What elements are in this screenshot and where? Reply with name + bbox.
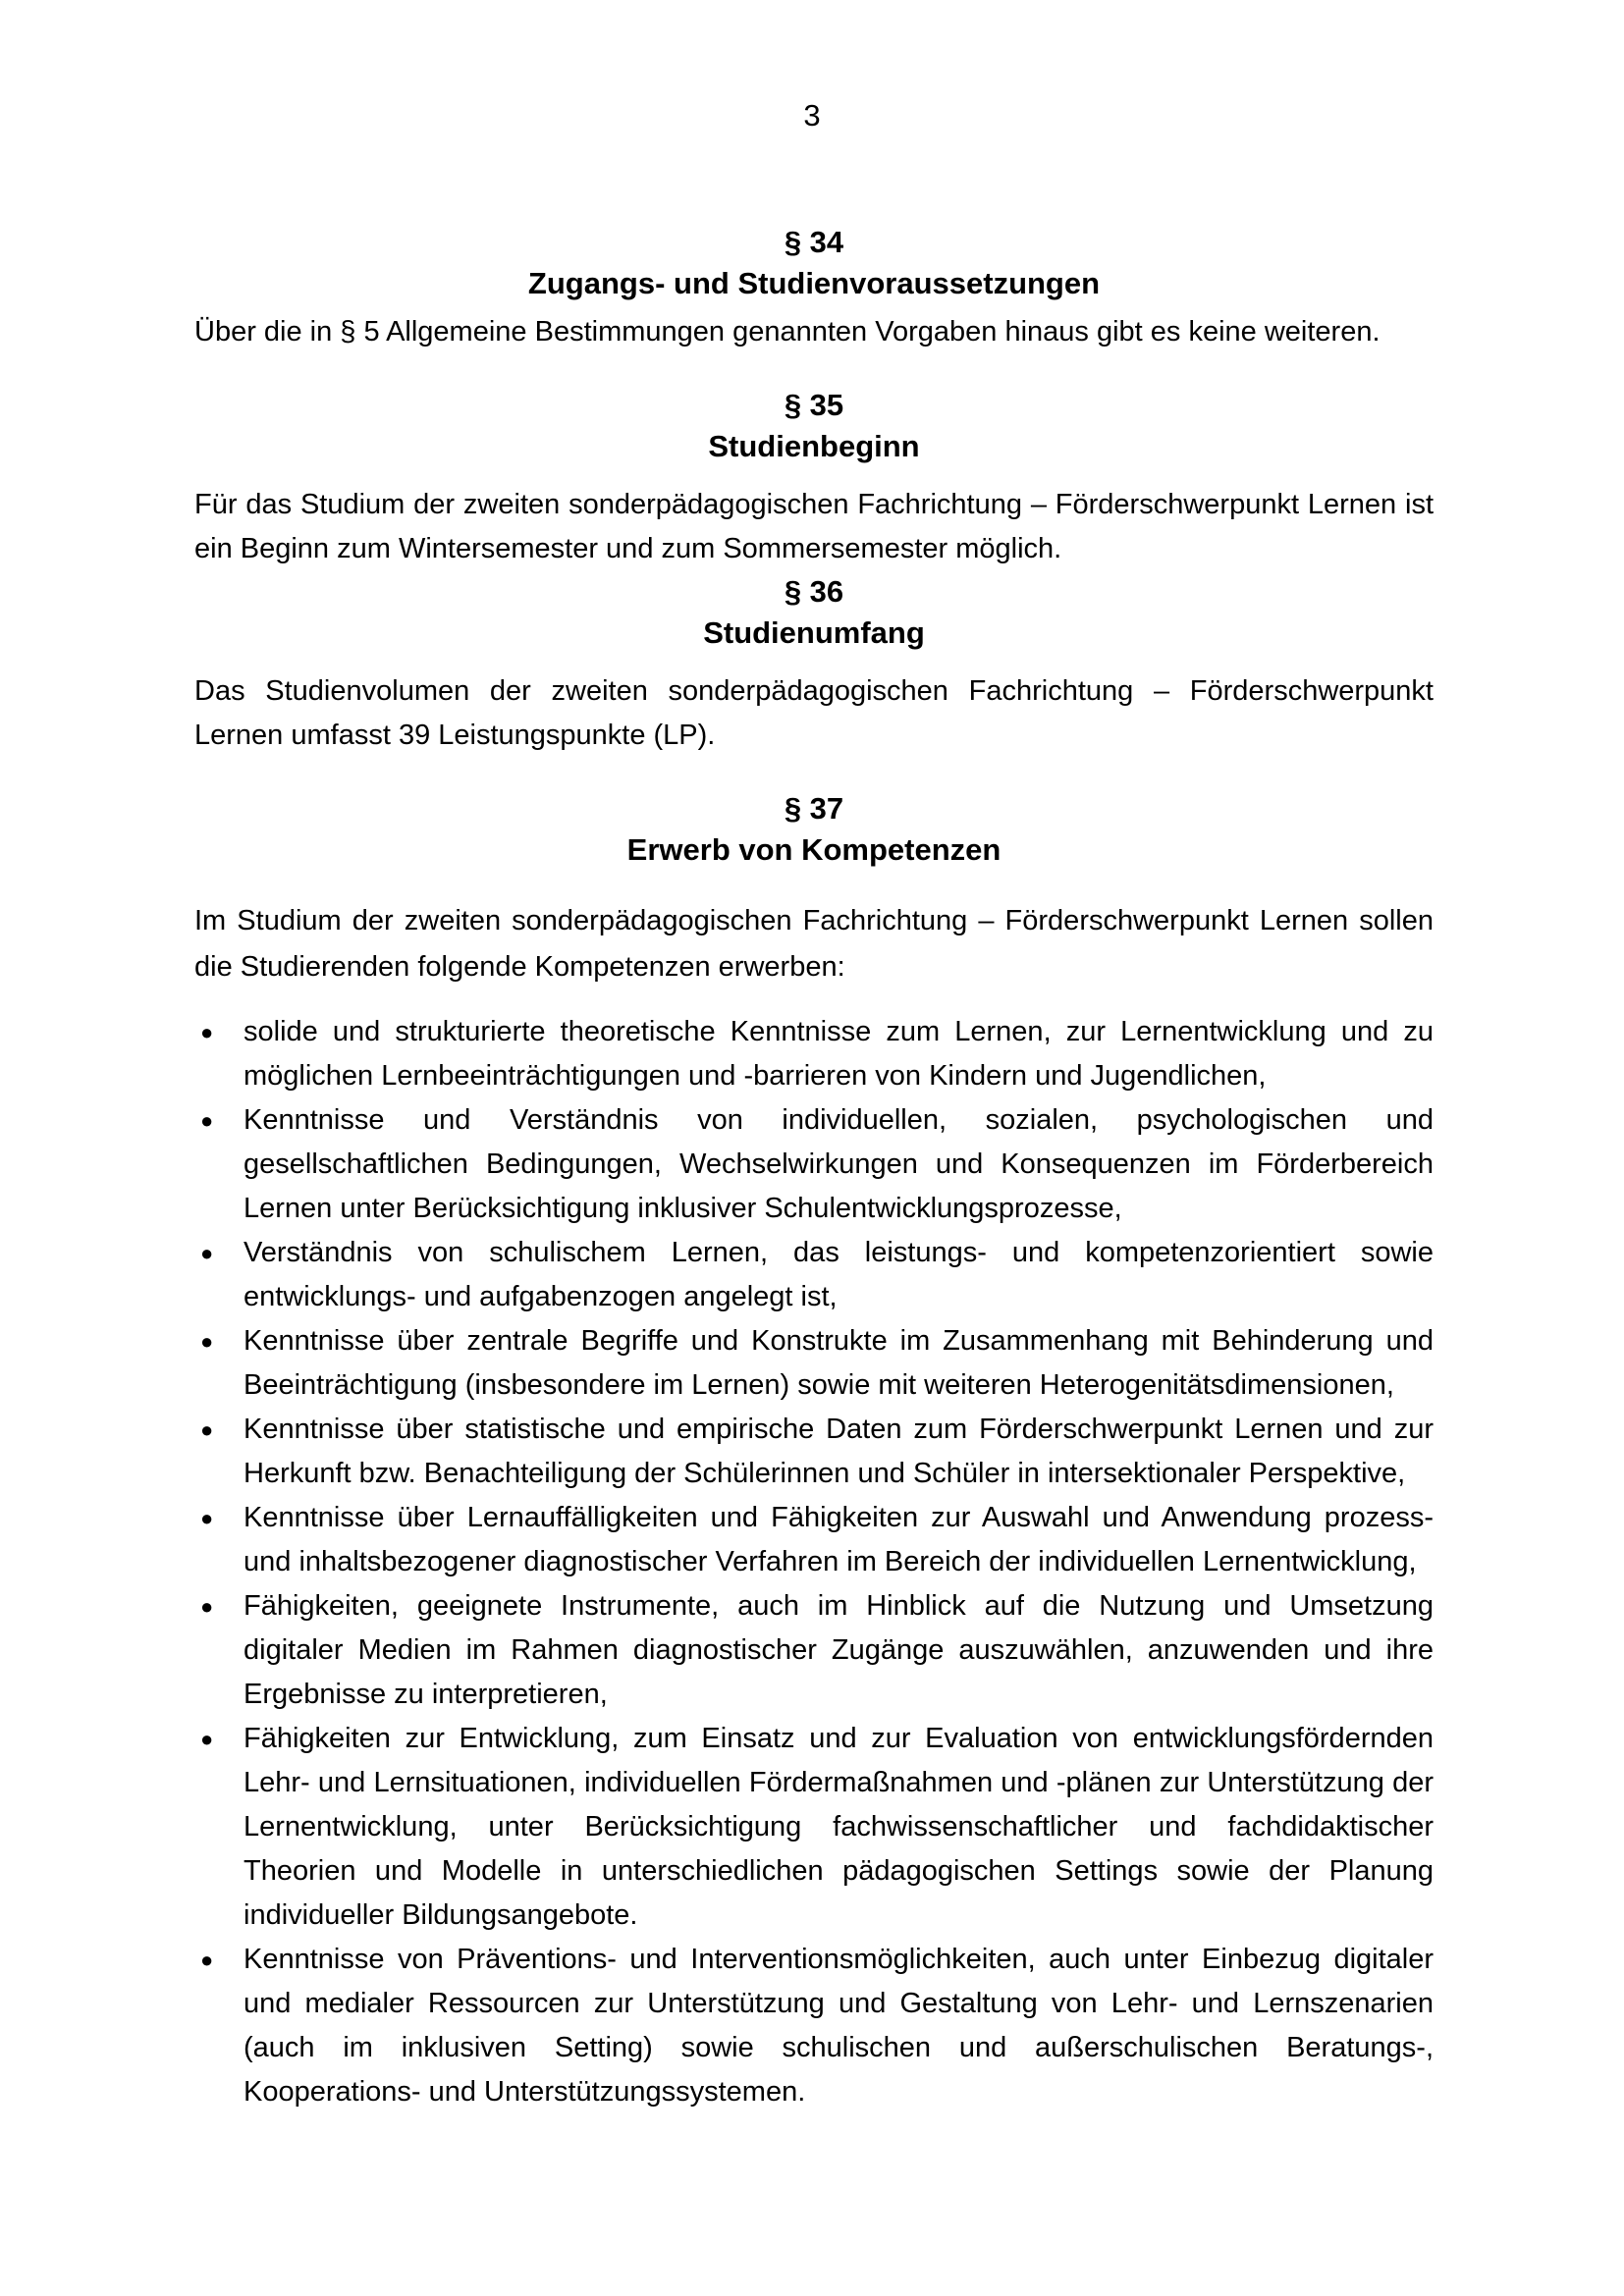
section-number: § 36 [784,574,844,609]
bullet-icon: ● [200,1329,214,1354]
section-34 [194,222,1434,354]
section-37 [194,788,1434,990]
section-title: Studienbeginn [708,429,920,463]
list-item [194,1231,1434,1319]
bullet-icon: ● [200,1108,214,1133]
list-item [194,1717,1434,1938]
section-36 [194,571,1434,758]
list-item-text: Fähigkeiten zur Entwicklung, zum Einsatz und zur Evaluation von entwicklungsfördernden Lehr- und Lernsituationen, individuellen Fördermaßnahmen und -plänen zur Unterstützung der Lernentwicklung, unter Berücksichtigung fachwissenschaftlicher und fachdidaktischer Theorien und Modelle in unterschiedlichen pädagogischen Settings sowie der Planung individueller Bildungsangebote. [244,1723,1434,1931]
section-title: Zugangs- und Studienvoraussetzungen [527,266,1101,300]
section-number: § 34 [784,225,844,259]
document-body [194,222,1434,2114]
competence-list [194,1010,1434,2114]
list-item-text: Fähigkeiten, geeignete Instrumente, auch im Hinblick auf die Nutzung und Umsetzung digitaler Medien im Rahmen diagnostischer Zugänge auszuwählen, anzuwenden und ihre Ergebnisse zu interpretieren, [244,1590,1434,1710]
bullet-icon: ● [200,1020,214,1044]
list-item [194,1584,1434,1717]
list-item [194,1319,1434,1408]
section-35 [194,385,1434,571]
section-number: § 35 [784,388,844,422]
list-item-text: solide und strukturierte theoretische Kenntnisse zum Lernen, zur Lernentwicklung und zu möglichen Lernbeeinträchtigungen und -barrieren von Kindern und Jugendlichen, [244,1016,1434,1092]
list-item-text: Kenntnisse über Lernauffälligkeiten und Fähigkeiten zur Auswahl und Anwendung prozess- und inhaltsbezogener diagnostischer Verfahren im Bereich der individuellen Lernentwicklung, [244,1502,1434,1577]
bullet-icon: ● [200,1241,214,1265]
list-item-text: Verständnis von schulischem Lernen, das leistungs- und kompetenzorientiert sowie entwicklungs- und aufgabenzogen angelegt ist, [244,1237,1434,1312]
section-text: Im Studium der zweiten sonderpädagogischen Fachrichtung – Förderschwerpunkt Lernen sollen die Studierenden folgende Kompetenzen erwerben: [194,905,1434,983]
list-item-text: Kenntnisse über zentrale Begriffe und Konstrukte im Zusammenhang mit Behinderung und Beeinträchtigung (insbesondere im Lernen) sowie mit weiteren Heterogenitätsdimensionen, [244,1325,1434,1401]
list-item [194,1098,1434,1231]
bullet-icon: ● [200,1506,214,1530]
list-item [194,1408,1434,1496]
list-item-text: Kenntnisse über statistische und empirische Daten zum Förderschwerpunkt Lernen und zur Herkunft bzw. Benachteiligung der Schülerinnen und Schüler in intersektionaler Perspektive, [244,1414,1434,1489]
section-text: Das Studienvolumen der zweiten sonderpädagogischen Fachrichtung – Förderschwerpunkt Lernen umfasst 39 Leistungspunkte (LP). [194,675,1434,751]
bullet-icon: ● [200,1727,214,1751]
section-title: Erwerb von Kompetenzen [626,832,1001,867]
bullet-icon: ● [200,1594,214,1619]
section-number: § 37 [784,791,844,826]
bullet-icon: ● [200,1948,214,1972]
list-item [194,1938,1434,2114]
list-item-text: Kenntnisse von Präventions- und Interventionsmöglichkeiten, auch unter Einbezug digitaler und medialer Ressourcen zur Unterstützung und Gestaltung von Lehr- und Lernszenarien (auch im inklusiven Setting) sowie schulischen und außerschulischen Beratungs-, Kooperations- und Unterstützungssystemen. [244,1944,1434,2108]
page-number: 3 [803,98,821,133]
list-item-text: Kenntnisse und Verständnis von individuellen, sozialen, psychologischen und gesellschaftlichen Bedingungen, Wechselwirkungen und Konsequenzen im Förderbereich Lernen unter Berücksichtigung inklusiver Schulentwicklungsprozesse, [244,1104,1434,1224]
list-item [194,1496,1434,1584]
section-text: Für das Studium der zweiten sonderpädagogischen Fachrichtung – Förderschwerpunkt Lernen ist ein Beginn zum Wintersemester und zum Sommersemester möglich. [194,489,1434,564]
section-text: Über die in § 5 Allgemeine Bestimmungen genannten Vorgaben hinaus gibt es keine weiteren. [194,316,1380,347]
bullet-icon: ● [200,1417,214,1442]
list-item [194,1010,1434,1098]
section-title: Studienumfang [703,615,925,650]
